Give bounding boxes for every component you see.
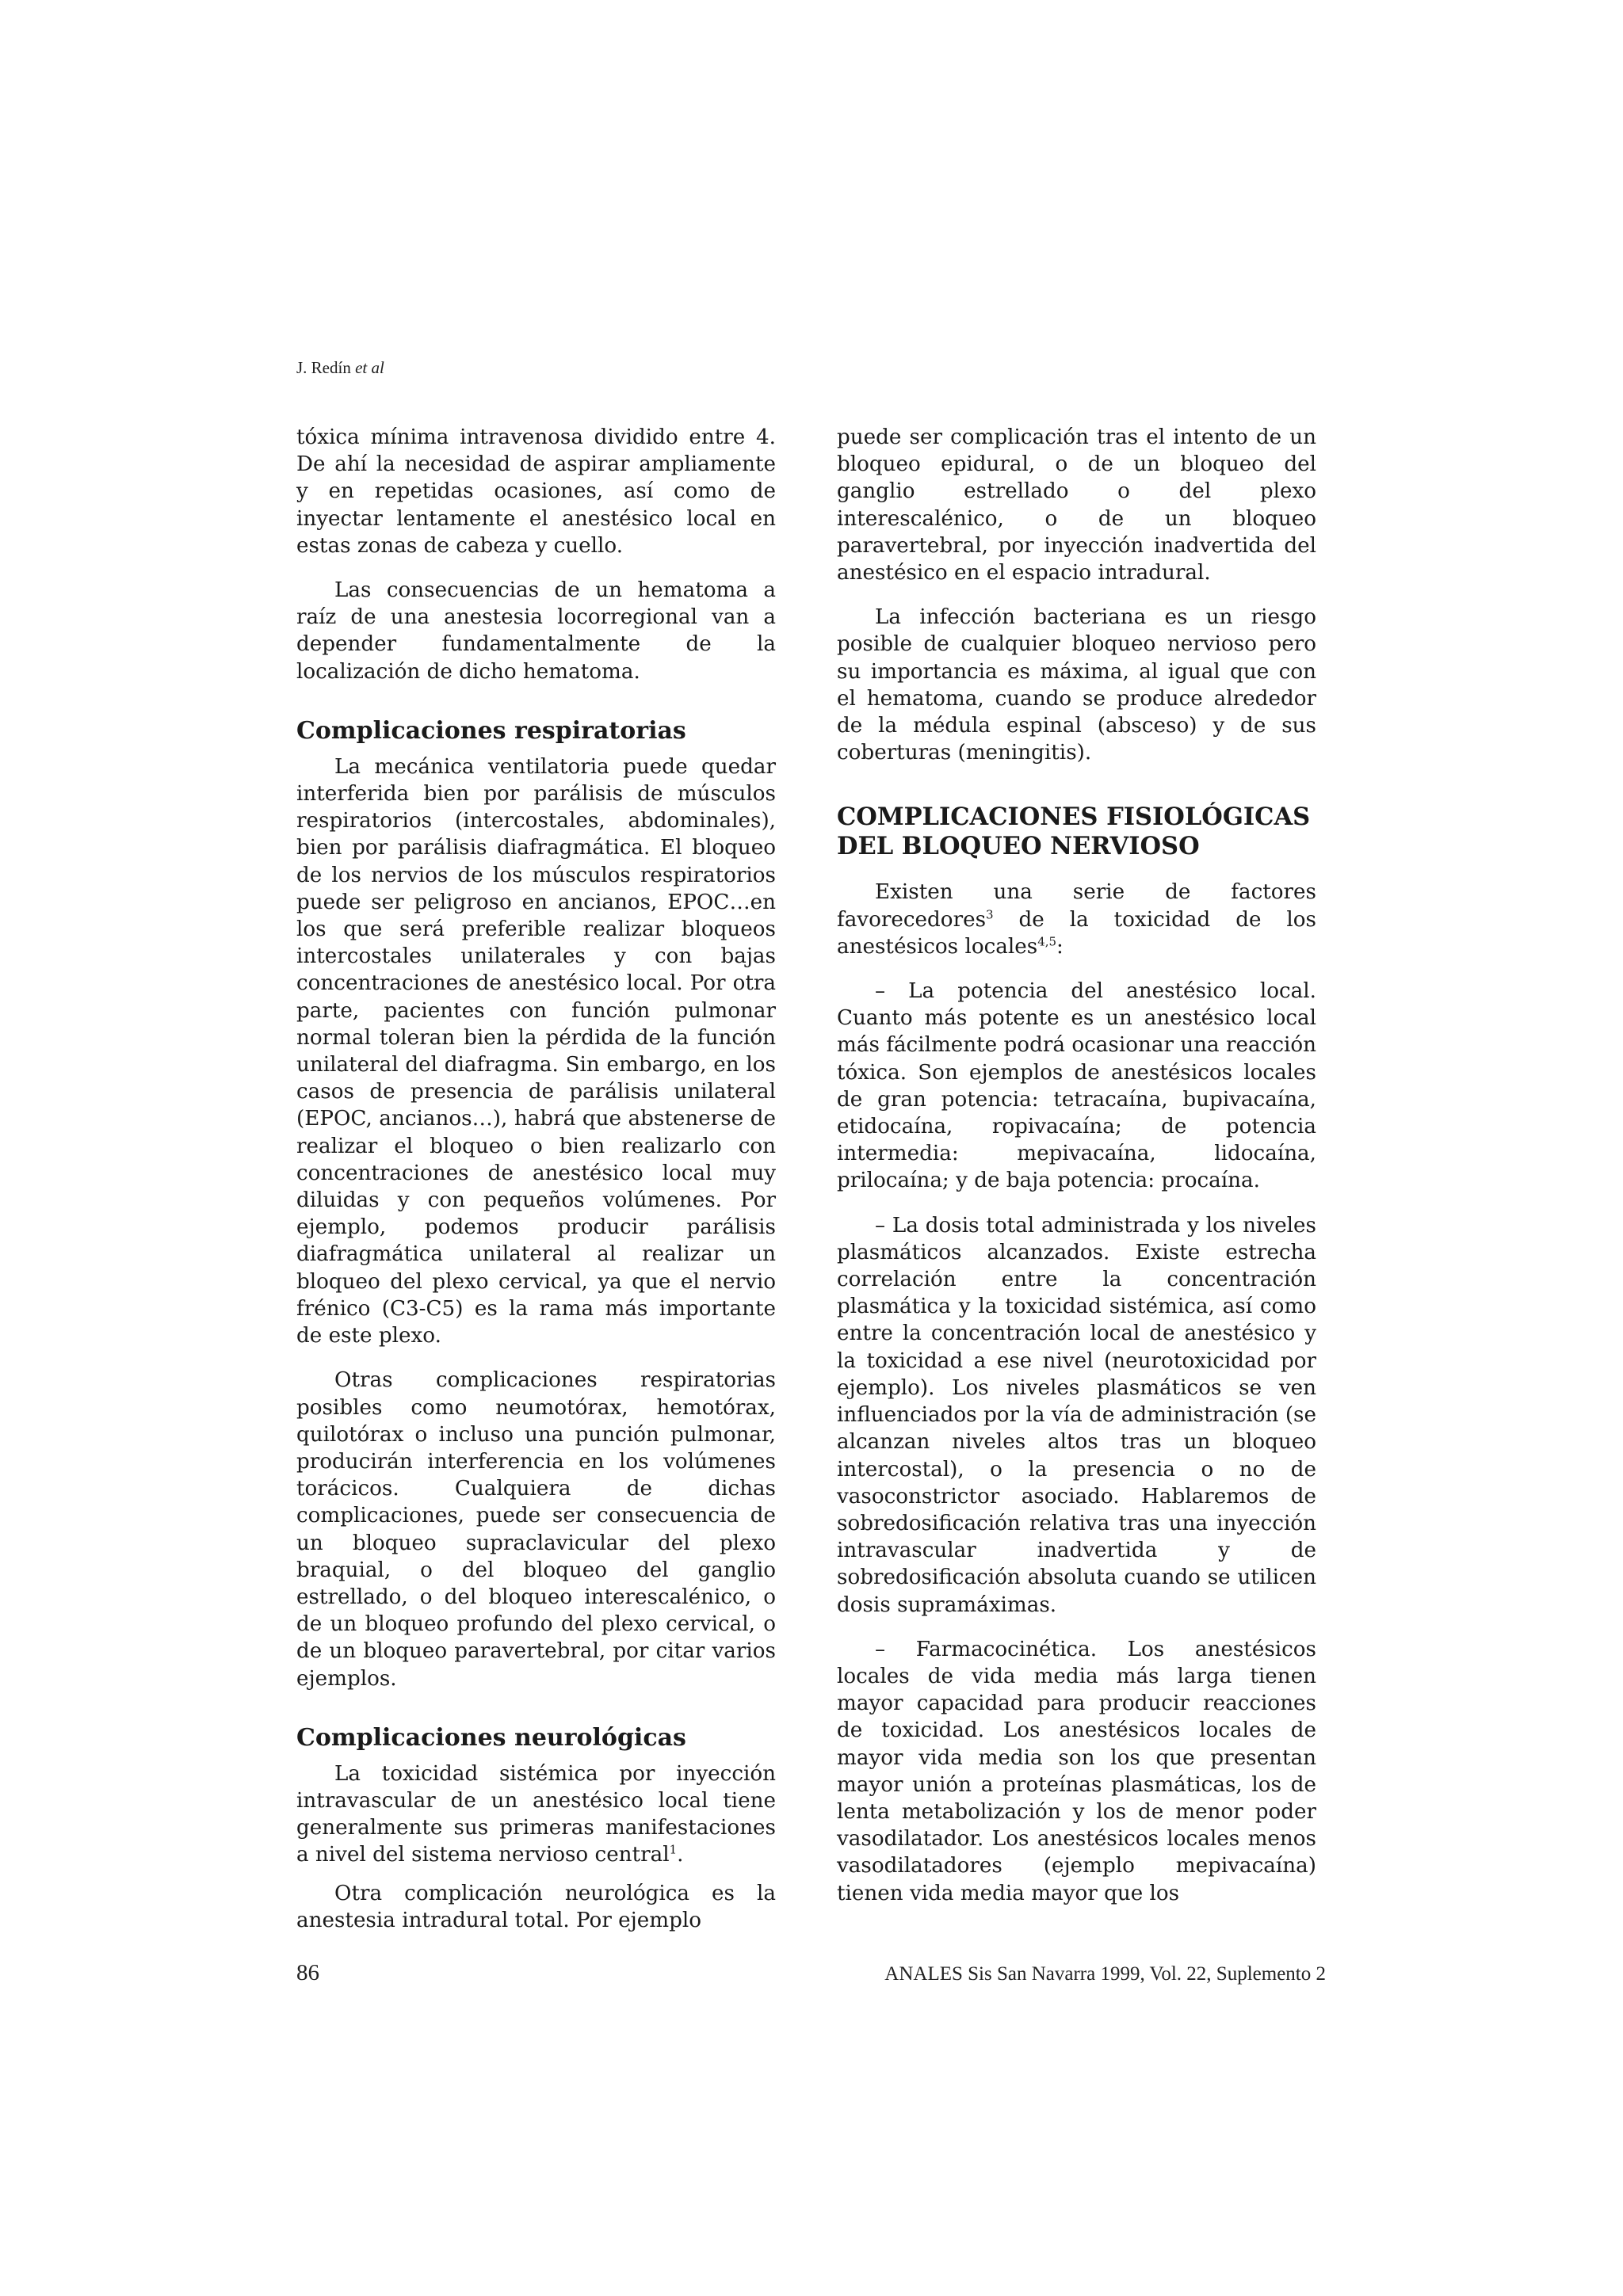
paragraph: La infección bacteriana es un riesgo posible de cualquier bloqueo nervioso pero su importancia es máxima, al igual que con el hematoma, cuando se produce alrededor de la médula espinal (absceso) y de sus coberturas (meningitis).: [837, 605, 1316, 765]
section-heading-respiratory: Complicaciones respiratorias: [296, 716, 686, 745]
journal-citation: ANALES Sis San Navarra 1999, Vol. 22, Suplemento 2: [884, 1963, 1326, 1985]
paragraph-text: Existen una serie de factores favorecedores: [837, 880, 1316, 932]
section-title-line-1: COMPLICACIONES FISIOLÓGICAS: [837, 803, 1311, 832]
left-column: [296, 424, 776, 1951]
section-title-line-2: DEL BLOQUEO NERVIOSO: [837, 832, 1200, 861]
author-suffix: et al: [355, 358, 384, 377]
paragraph: [296, 1760, 776, 1869]
running-head: [296, 358, 384, 378]
paragraph-text: de la toxicidad de los anestésicos locales: [837, 907, 1316, 959]
paragraph: Otras complicaciones respiratorias posibles como neumotórax, hemotórax, quilotórax o incluso una punción pulmonar, producirán interferencia en los volúmenes torácicos. Cualquiera de dichas complicaciones, puede ser consecuencia de un bloqueo supraclavicular del plexo braquial, o del bloqueo del ganglio estrellado, o del bloqueo interescalénico, o de un bloqueo profundo del plexo cervical, o de un bloqueo paravertebral, por citar varios ejemplos.: [296, 1368, 776, 1691]
paragraph-end: :: [1056, 934, 1064, 959]
right-column: [837, 424, 1316, 1924]
reference-marker: 3: [986, 906, 994, 921]
paragraph: La mecánica ventilatoria puede quedar interferida bien por parálisis de músculos respiratorios (intercostales, abdominales), bien por parálisis diafragmática. El bloqueo de los nervios de los músculos respiratorios puede ser peligroso en ancianos, EPOC…en los que será preferible realizar bloqueos intercostales unilaterales y con bajas concentraciones de anestésico local. Por otra parte, pacientes con función pulmonar normal toleran bien la pérdida de la función unilateral del diafragma. Sin embargo, en los casos de presencia de parálisis unilateral (EPOC, ancianos…), habrá que abstenerse de realizar el bloqueo o bien realizarlo con concentraciones de anestésico local muy diluidas y con pequeños volúmenes. Por ejemplo, podemos producir parálisis diafragmática unilateral al realizar un bloqueo del plexo cervical, ya que el nervio frénico (C3-C5) es la rama más importante de este plexo.: [296, 754, 776, 1348]
page-number: 86: [296, 1960, 319, 1985]
paragraph: puede ser complicación tras el intento de un bloqueo epidural, o de un bloqueo del ganglio estrellado o del plexo interescalénico, o de un bloqueo paravertebral, por inyección inadvertida del anestésico en el espacio intradural.: [837, 425, 1316, 585]
section-heading-neurological: Complicaciones neurológicas: [296, 1723, 686, 1752]
reference-marker: 4,5: [1037, 934, 1057, 949]
reference-marker: 1: [669, 1842, 678, 1857]
paragraph-end: .: [677, 1843, 684, 1867]
author-name: J. Redín: [296, 358, 351, 377]
list-item: – La potencia del anestésico local. Cuanto más potente es un anestésico local más fácilmente podrá ocasionar una reacción tóxica. Son ejemplos de anestésicos locales de gran potencia: tetracaína, bupivacaína, etidocaína, ropivacaína; de potencia intermedia: mepivacaína, lidocaína, prilocaína; y de baja potencia: procaína.: [837, 979, 1316, 1193]
list-item: – Farmacocinética. Los anestésicos locales de vida media más larga tienen mayor capacidad para producir reacciones de toxicidad. Los anestésicos locales de mayor vida media son los que presentan mayor unión a proteínas plasmáticas, los de lenta metabolización y los de menor poder vasodilatador. Los anestésicos locales menos vasodilatadores (ejemplo mepivacaína) tienen vida media mayor que los: [837, 1637, 1316, 1905]
paragraph: Otra complicación neurológica es la anestesia intradural total. Por ejemplo: [296, 1881, 776, 1932]
paragraph-text: La toxicidad sistémica por inyección intravascular de un anestésico local tiene generalmente sus primeras manifestaciones a nivel del sistema nervioso central: [296, 1761, 776, 1867]
paragraph: Las consecuencias de un hematoma a raíz de una anestesia locorregional van a depender fundamentalmente de la localización de dicho hematoma.: [296, 578, 776, 684]
section-title: [837, 803, 1316, 861]
paragraph: [837, 879, 1316, 960]
paragraph: tóxica mínima intravenosa dividido entre 4. De ahí la necesidad de aspirar ampliamente y en repetidas ocasiones, así como de inyectar lentamente el anestésico local en estas zonas de cabeza y cuello.: [296, 425, 776, 558]
list-item: – La dosis total administrada y los niveles plasmáticos alcanzados. Existe estrecha correlación entre la concentración plasmática y la toxicidad sistémica, así como entre la concentración local de anestésico y la toxicidad a ese nivel (neurotoxicidad por ejemplo). Los niveles plasmáticos se ven influenciados por la vía de administración (se alcanzan niveles altos tras un bloqueo intercostal), o la presencia o no de vasoconstrictor asociado. Hablaremos de sobredosificación relativa tras una inyección intravascular inadvertida y de sobredosificación absoluta cuando se utilicen dosis supramáximas.: [837, 1213, 1316, 1617]
